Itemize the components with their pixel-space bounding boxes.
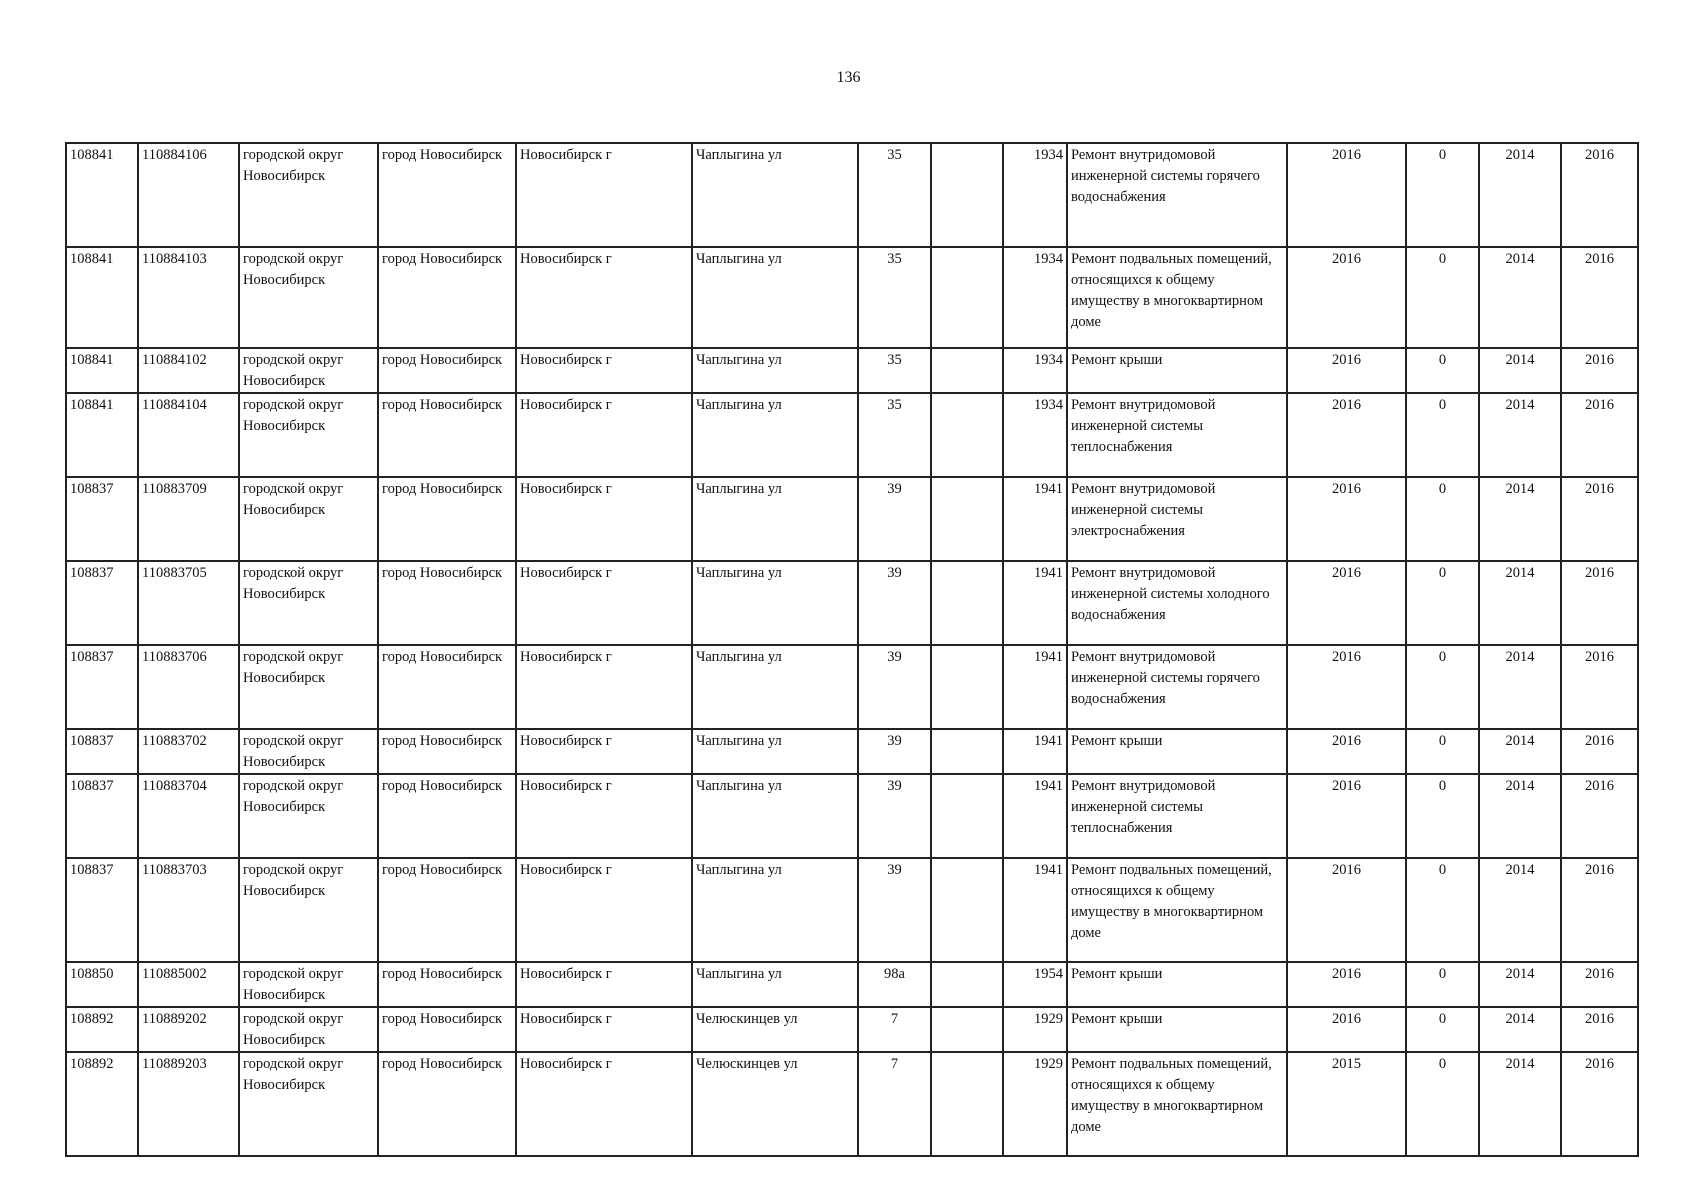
cell-settlement: город Новосибирск	[378, 143, 516, 247]
table-row	[66, 1052, 1638, 1156]
cell-cost: 0	[1406, 729, 1479, 774]
cell-street: Чаплыгина ул	[692, 348, 858, 393]
cell-house: 39	[858, 645, 931, 729]
cell-plan-year: 2016	[1287, 247, 1406, 348]
cell-id: 108837	[66, 858, 138, 962]
cell-settlement: город Новосибирск	[378, 561, 516, 645]
cell-year-built: 1941	[1003, 858, 1067, 962]
cell-street: Чаплыгина ул	[692, 561, 858, 645]
cell-period-start: 2014	[1479, 1007, 1561, 1052]
cell-id: 108892	[66, 1052, 138, 1156]
cell-street: Чаплыгина ул	[692, 774, 858, 858]
cell-cost: 0	[1406, 1007, 1479, 1052]
cell-code: 110884102	[138, 348, 239, 393]
cell-district: городской округ Новосибирск	[239, 143, 378, 247]
cell-cost: 0	[1406, 1052, 1479, 1156]
cell-building	[931, 561, 1003, 645]
cell-cost: 0	[1406, 561, 1479, 645]
cell-cost: 0	[1406, 774, 1479, 858]
cell-locality: Новосибирск г	[516, 393, 692, 477]
cell-work: Ремонт крыши	[1067, 962, 1287, 1007]
cell-year-built: 1929	[1003, 1052, 1067, 1156]
cell-house: 35	[858, 247, 931, 348]
cell-settlement: город Новосибирск	[378, 645, 516, 729]
cell-work: Ремонт подвальных помещений, относящихся к общему имуществу в многоквартирном доме	[1067, 858, 1287, 962]
cell-district: городской округ Новосибирск	[239, 348, 378, 393]
cell-plan-year: 2016	[1287, 645, 1406, 729]
cell-period-end: 2016	[1561, 774, 1638, 858]
table-row	[66, 645, 1638, 729]
cell-period-start: 2014	[1479, 348, 1561, 393]
cell-building	[931, 774, 1003, 858]
cell-district: городской округ Новосибирск	[239, 858, 378, 962]
cell-settlement: город Новосибирск	[378, 348, 516, 393]
cell-house: 39	[858, 858, 931, 962]
cell-work: Ремонт внутридомовой инженерной системы горячего водоснабжения	[1067, 645, 1287, 729]
cell-code: 110883705	[138, 561, 239, 645]
cell-work: Ремонт внутридомовой инженерной системы электроснабжения	[1067, 477, 1287, 561]
cell-district: городской округ Новосибирск	[239, 774, 378, 858]
cell-id: 108892	[66, 1007, 138, 1052]
cell-house: 39	[858, 477, 931, 561]
cell-period-start: 2014	[1479, 561, 1561, 645]
cell-locality: Новосибирск г	[516, 645, 692, 729]
cell-work: Ремонт внутридомовой инженерной системы теплоснабжения	[1067, 393, 1287, 477]
cell-plan-year: 2016	[1287, 143, 1406, 247]
cell-district: городской округ Новосибирск	[239, 729, 378, 774]
cell-plan-year: 2016	[1287, 962, 1406, 1007]
cell-building	[931, 729, 1003, 774]
cell-cost: 0	[1406, 645, 1479, 729]
cell-code: 110885002	[138, 962, 239, 1007]
cell-period-end: 2016	[1561, 962, 1638, 1007]
cell-house: 35	[858, 393, 931, 477]
cell-year-built: 1941	[1003, 561, 1067, 645]
cell-house: 39	[858, 561, 931, 645]
cell-plan-year: 2015	[1287, 1052, 1406, 1156]
cell-settlement: город Новосибирск	[378, 774, 516, 858]
cell-id: 108837	[66, 477, 138, 561]
cell-district: городской округ Новосибирск	[239, 1052, 378, 1156]
cell-district: городской округ Новосибирск	[239, 1007, 378, 1052]
cell-house: 35	[858, 143, 931, 247]
cell-locality: Новосибирск г	[516, 477, 692, 561]
cell-house: 7	[858, 1052, 931, 1156]
cell-street: Чаплыгина ул	[692, 729, 858, 774]
cell-id: 108837	[66, 774, 138, 858]
cell-period-start: 2014	[1479, 645, 1561, 729]
cell-settlement: город Новосибирск	[378, 729, 516, 774]
cell-period-start: 2014	[1479, 247, 1561, 348]
cell-work: Ремонт внутридомовой инженерной системы горячего водоснабжения	[1067, 143, 1287, 247]
cell-district: городской округ Новосибирск	[239, 645, 378, 729]
cell-district: городской округ Новосибирск	[239, 962, 378, 1007]
cell-locality: Новосибирск г	[516, 143, 692, 247]
cell-year-built: 1941	[1003, 729, 1067, 774]
cell-cost: 0	[1406, 393, 1479, 477]
cell-period-end: 2016	[1561, 247, 1638, 348]
cell-period-end: 2016	[1561, 1007, 1638, 1052]
cell-settlement: город Новосибирск	[378, 393, 516, 477]
cell-house: 98а	[858, 962, 931, 1007]
cell-plan-year: 2016	[1287, 729, 1406, 774]
cell-code: 110883702	[138, 729, 239, 774]
cell-id: 108837	[66, 729, 138, 774]
cell-locality: Новосибирск г	[516, 729, 692, 774]
cell-locality: Новосибирск г	[516, 858, 692, 962]
cell-code: 110883709	[138, 477, 239, 561]
cell-code: 110883704	[138, 774, 239, 858]
cell-cost: 0	[1406, 348, 1479, 393]
cell-period-start: 2014	[1479, 393, 1561, 477]
table-row	[66, 393, 1638, 477]
table-row	[66, 774, 1638, 858]
cell-street: Чаплыгина ул	[692, 962, 858, 1007]
cell-code: 110884106	[138, 143, 239, 247]
cell-year-built: 1941	[1003, 645, 1067, 729]
cell-district: городской округ Новосибирск	[239, 477, 378, 561]
cell-code: 110889203	[138, 1052, 239, 1156]
cell-building	[931, 348, 1003, 393]
cell-work: Ремонт внутридомовой инженерной системы холодного водоснабжения	[1067, 561, 1287, 645]
cell-work: Ремонт внутридомовой инженерной системы теплоснабжения	[1067, 774, 1287, 858]
cell-year-built: 1954	[1003, 962, 1067, 1007]
cell-building	[931, 477, 1003, 561]
cell-period-start: 2014	[1479, 858, 1561, 962]
cell-settlement: город Новосибирск	[378, 858, 516, 962]
cell-period-start: 2014	[1479, 1052, 1561, 1156]
cell-locality: Новосибирск г	[516, 774, 692, 858]
cell-settlement: город Новосибирск	[378, 477, 516, 561]
table-row	[66, 477, 1638, 561]
cell-period-end: 2016	[1561, 348, 1638, 393]
cell-work: Ремонт крыши	[1067, 348, 1287, 393]
cell-house: 39	[858, 774, 931, 858]
cell-plan-year: 2016	[1287, 1007, 1406, 1052]
cell-street: Чаплыгина ул	[692, 393, 858, 477]
cell-period-start: 2014	[1479, 477, 1561, 561]
cell-house: 39	[858, 729, 931, 774]
cell-year-built: 1934	[1003, 247, 1067, 348]
cell-code: 110883706	[138, 645, 239, 729]
cell-building	[931, 393, 1003, 477]
cell-period-end: 2016	[1561, 858, 1638, 962]
cell-period-end: 2016	[1561, 477, 1638, 561]
cell-building	[931, 1007, 1003, 1052]
cell-cost: 0	[1406, 477, 1479, 561]
cell-locality: Новосибирск г	[516, 962, 692, 1007]
page-number: 136	[836, 69, 861, 86]
cell-plan-year: 2016	[1287, 348, 1406, 393]
cell-id: 108837	[66, 645, 138, 729]
capital-repair-table	[65, 142, 1639, 1157]
cell-period-start: 2014	[1479, 962, 1561, 1007]
table-row	[66, 1007, 1638, 1052]
cell-period-start: 2014	[1479, 774, 1561, 858]
cell-id: 108850	[66, 962, 138, 1007]
cell-street: Чаплыгина ул	[692, 477, 858, 561]
cell-code: 110883703	[138, 858, 239, 962]
cell-street: Челюскинцев ул	[692, 1007, 858, 1052]
cell-work: Ремонт подвальных помещений, относящихся к общему имуществу в многоквартирном доме	[1067, 247, 1287, 348]
cell-period-start: 2014	[1479, 143, 1561, 247]
table-row	[66, 962, 1638, 1007]
cell-code: 110884103	[138, 247, 239, 348]
table-row	[66, 561, 1638, 645]
cell-period-end: 2016	[1561, 729, 1638, 774]
cell-locality: Новосибирск г	[516, 247, 692, 348]
cell-period-end: 2016	[1561, 645, 1638, 729]
table-row	[66, 247, 1638, 348]
cell-id: 108841	[66, 348, 138, 393]
cell-house: 7	[858, 1007, 931, 1052]
cell-district: городской округ Новосибирск	[239, 393, 378, 477]
cell-period-end: 2016	[1561, 143, 1638, 247]
cell-street: Чаплыгина ул	[692, 247, 858, 348]
cell-plan-year: 2016	[1287, 561, 1406, 645]
cell-id: 108841	[66, 143, 138, 247]
cell-plan-year: 2016	[1287, 477, 1406, 561]
cell-settlement: город Новосибирск	[378, 247, 516, 348]
cell-year-built: 1934	[1003, 348, 1067, 393]
cell-cost: 0	[1406, 247, 1479, 348]
cell-code: 110889202	[138, 1007, 239, 1052]
cell-settlement: город Новосибирск	[378, 1052, 516, 1156]
cell-year-built: 1929	[1003, 1007, 1067, 1052]
cell-plan-year: 2016	[1287, 774, 1406, 858]
table-row	[66, 143, 1638, 247]
table-row	[66, 348, 1638, 393]
cell-year-built: 1941	[1003, 774, 1067, 858]
cell-period-end: 2016	[1561, 1052, 1638, 1156]
cell-cost: 0	[1406, 962, 1479, 1007]
cell-building	[931, 1052, 1003, 1156]
cell-street: Чаплыгина ул	[692, 645, 858, 729]
table-body	[66, 143, 1638, 1156]
cell-building	[931, 247, 1003, 348]
cell-period-start: 2014	[1479, 729, 1561, 774]
cell-locality: Новосибирск г	[516, 1052, 692, 1156]
table-row	[66, 729, 1638, 774]
cell-building	[931, 962, 1003, 1007]
cell-work: Ремонт крыши	[1067, 729, 1287, 774]
cell-plan-year: 2016	[1287, 393, 1406, 477]
cell-id: 108841	[66, 393, 138, 477]
cell-building	[931, 143, 1003, 247]
cell-settlement: город Новосибирск	[378, 1007, 516, 1052]
cell-street: Чаплыгина ул	[692, 143, 858, 247]
cell-work: Ремонт крыши	[1067, 1007, 1287, 1052]
cell-locality: Новосибирск г	[516, 348, 692, 393]
cell-year-built: 1934	[1003, 143, 1067, 247]
cell-settlement: город Новосибирск	[378, 962, 516, 1007]
cell-building	[931, 645, 1003, 729]
cell-locality: Новосибирск г	[516, 1007, 692, 1052]
cell-work: Ремонт подвальных помещений, относящихся к общему имуществу в многоквартирном доме	[1067, 1052, 1287, 1156]
cell-street: Чаплыгина ул	[692, 858, 858, 962]
cell-cost: 0	[1406, 143, 1479, 247]
cell-locality: Новосибирск г	[516, 561, 692, 645]
cell-id: 108837	[66, 561, 138, 645]
cell-plan-year: 2016	[1287, 858, 1406, 962]
cell-year-built: 1941	[1003, 477, 1067, 561]
cell-year-built: 1934	[1003, 393, 1067, 477]
cell-id: 108841	[66, 247, 138, 348]
table-row	[66, 858, 1638, 962]
cell-period-end: 2016	[1561, 393, 1638, 477]
cell-building	[931, 858, 1003, 962]
cell-house: 35	[858, 348, 931, 393]
cell-code: 110884104	[138, 393, 239, 477]
cell-street: Челюскинцев ул	[692, 1052, 858, 1156]
cell-period-end: 2016	[1561, 561, 1638, 645]
cell-district: городской округ Новосибирск	[239, 561, 378, 645]
cell-district: городской округ Новосибирск	[239, 247, 378, 348]
cell-cost: 0	[1406, 858, 1479, 962]
